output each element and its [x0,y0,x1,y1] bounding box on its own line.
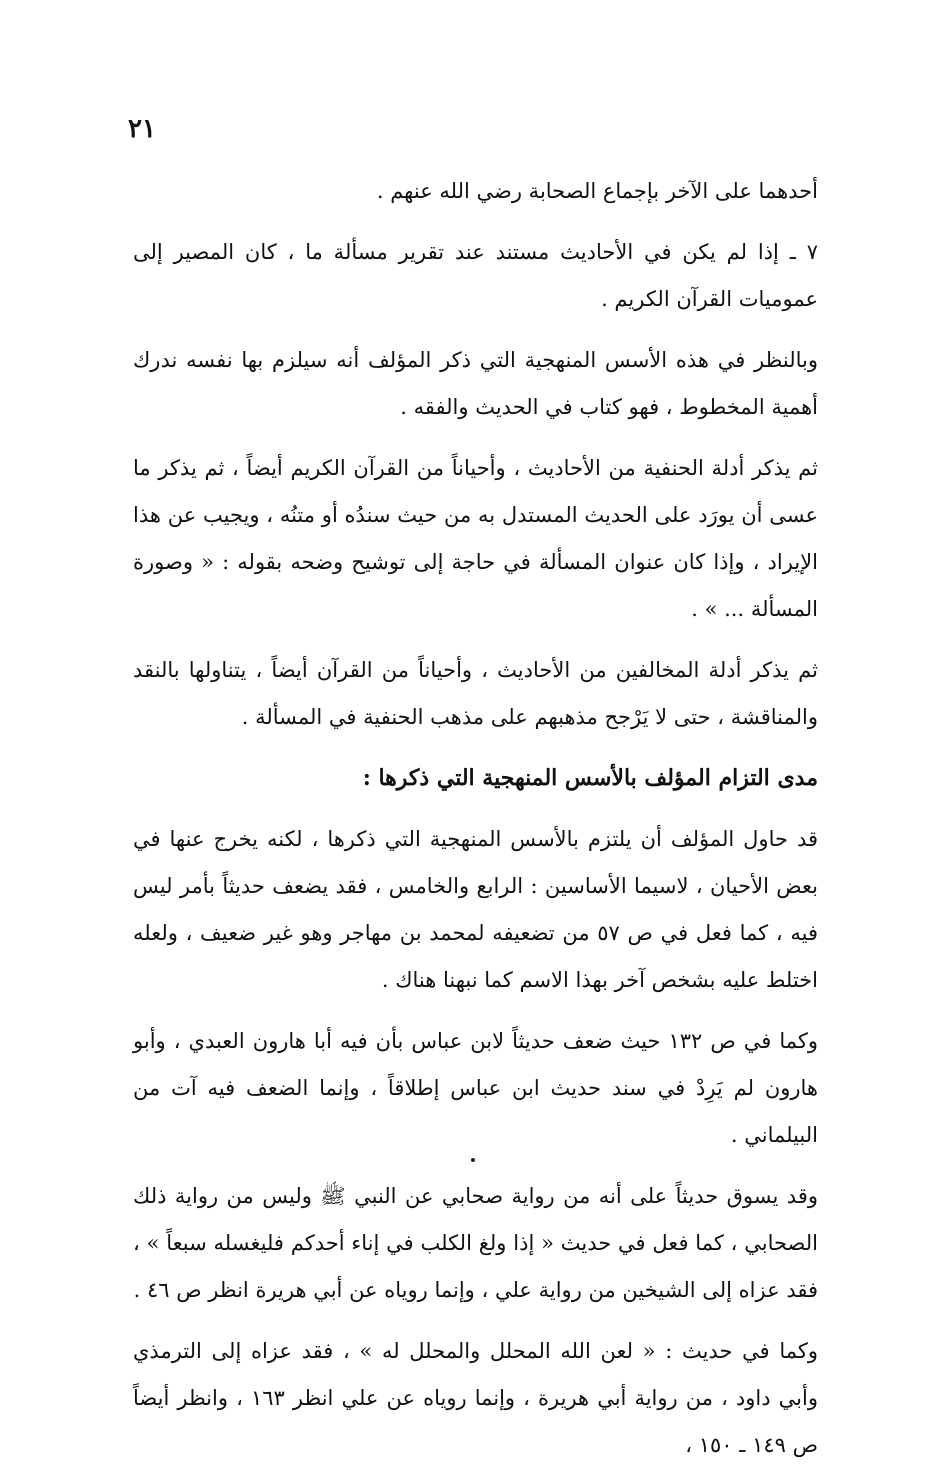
paragraph-1: أحدهما على الآخر بإجماع الصحابة رضي الله عنهم . [376,179,818,203]
paragraph-9: وكما في حديث : « لعن الله المحلل والمحلل له » ، فقد عزاه إلى الترمذي وأبي داود ، من رواية أبي هريرة ، وإنما روياه عن علي انظر ١٦٣ ، وانظر أيضاً ص ١٤٩ ـ ١٥٠ ، [133,1339,819,1457]
paragraph-4: ثم يذكر أدلة الحنفية من الأحاديث ، وأحياناً من القرآن الكريم أيضاً ، ثم يذكر ما عسى أن يورَد على الحديث المستدل به من حيث سندُه أو متنُه ، ويجيب عن هذا الإيراد ، وإذا كان عنوان المسألة في حاجة إلى توشيح وضحه بقوله : « وصورة المسألة ... » . [133,456,818,621]
paragraph-3: وبالنظر في هذه الأسس المنهجية التي ذكر المؤلف أنه سيلزم بها نفسه ندرك أهمية المخطوط ، فهو كتاب في الحديث والفقه . [133,348,818,419]
paragraph-5: ثم يذكر أدلة المخالفين من الأحاديث ، وأحياناً من القرآن أيضاً ، يتناولها بالنقد والمناقشة ، حتى لا يَرْجح مذهبهم على مذهب الحنفية في المسألة . [133,658,818,729]
paragraph-8: وقد يسوق حديثاً على أنه من رواية صحابي عن النبي ﷺ وليس من رواية ذلك الصحابي ، كما فعل في حديث « إذا ولغ الكلب في إناء أحدكم فليغسله سبعاً » ، فقد عزاه إلى الشيخين من رواية علي ، وإنما روياه عن أبي هريرة انظر ص ٤٦ . [133,1184,818,1302]
paragraph-6: قد حاول المؤلف أن يلتزم بالأسس المنهجية التي ذكرها ، لكنه يخرج عنها في بعض الأحيان ، لاسيما الأساسين : الرابع والخامس ، فقد يضعف حديثاً بأمر ليس فيه ، كما فعل في ص ٥٧ من تضعيفه لمحمد بن مهاجر وهو غير ضعيف ، ولعله اختلط عليه بشخص آخر بهذا الاسم كما نبهنا هناك . [133,827,818,992]
ink-dot [471,1158,475,1162]
page-number: ٢١ [128,114,156,144]
paragraph-2: ٧ ـ إذا لم يكن في الأحاديث مستند عند تقرير مسألة ما ، كان المصير إلى عموميات القرآن الكريم . [133,240,818,311]
section-heading: مدى التزام المؤلف بالأسس المنهجية التي ذكرها : [362,765,818,791]
body-text [133,168,818,1483]
paragraph-7: وكما في ص ١٣٢ حيث ضعف حديثاً لابن عباس بأن فيه أبا هارون العبدي ، وأبو هارون لم يَرِدْ في سند حديث ابن عباس إطلاقاً ، وإنما الضعف فيه آت من البيلماني . [133,1029,818,1147]
